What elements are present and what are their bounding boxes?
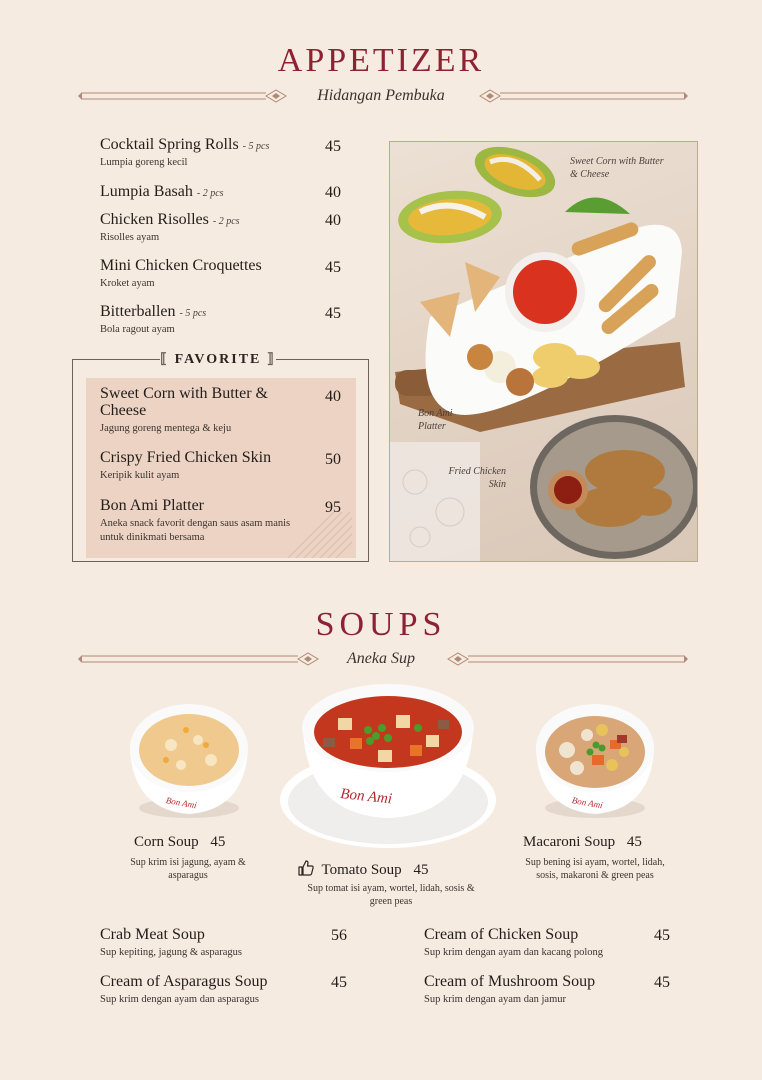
item-name: Cocktail Spring Rolls (100, 136, 239, 153)
soup-title: Corn Soup (134, 834, 199, 850)
soup-price: 45 (626, 834, 642, 850)
macaroni-soup-bowl-image (532, 700, 658, 822)
item-desc: Aneka snack favorit dengan saus asam manis untuk dinikmati bersama (100, 518, 291, 543)
item-name: Crab Meat Soup (100, 926, 205, 943)
soup-title: Tomato Soup (321, 862, 402, 878)
item-name: Sweet Corn with Butter & Cheese (100, 385, 268, 419)
appetizer-subtitle: Hidangan Pembuka (317, 87, 445, 104)
item-price: 56 (331, 927, 347, 944)
item-name: Mini Chicken Croquettes (100, 257, 262, 274)
item-price: 95 (325, 499, 341, 516)
item-price: 40 (325, 388, 341, 405)
menu-item (100, 211, 240, 245)
item-name: Lumpia Basah (100, 183, 193, 200)
favorite-item (100, 497, 300, 544)
menu-item (100, 257, 262, 291)
menu-item (100, 926, 242, 960)
soup-desc: Sup krim isi jagung, ayam & asparagus (130, 857, 246, 881)
item-name: Cream of Mushroom Soup (424, 973, 596, 990)
item-name: Crispy Fried Chicken Skin (100, 449, 272, 466)
item-desc: Kroket ayam (100, 278, 155, 289)
menu-item (424, 973, 595, 1007)
right-ornament (446, 652, 690, 666)
menu-item (100, 136, 269, 170)
photo-caption-platter: Bon Ami Platter (418, 408, 453, 432)
item-desc: Sup krim dengan ayam dan kacang polong (424, 947, 604, 958)
bowl-brand: Bon Ami (339, 786, 393, 808)
item-qty: - 5 pcs (242, 141, 270, 152)
appetizer-photo (389, 141, 698, 562)
item-name: Cream of Chicken Soup (424, 926, 579, 943)
item-qty: - 5 pcs (179, 308, 207, 319)
menu-item (100, 183, 224, 201)
favorite-label-text: FAVORITE (174, 352, 262, 367)
item-desc: Risolles ayam (100, 232, 160, 243)
item-desc: Bola ragout ayam (100, 324, 175, 335)
bowl-brand: Bon Ami (165, 795, 198, 811)
item-price: 45 (325, 305, 341, 322)
thumbs-up-icon (298, 860, 314, 881)
soup-desc: Sup bening isi ayam, wortel, lidah, sosis, makaroni & green peas (525, 857, 665, 881)
soup-name (523, 834, 642, 851)
item-desc: Keripik kulit ayam (100, 470, 180, 481)
appetizer-food-illustration (390, 142, 698, 562)
item-price: 40 (325, 184, 341, 201)
soup-price: 45 (210, 834, 226, 850)
favorite-item (100, 449, 271, 483)
item-desc: Jagung goreng mentega & keju (100, 422, 232, 434)
item-name: Cream of Asparagus Soup (100, 973, 268, 990)
soup-desc: Sup tomat isi ayam, wortel, lidah, sosis & green peas (307, 883, 475, 907)
item-price: 45 (654, 927, 670, 944)
photo-caption-skin: Fried Chicken Skin (448, 466, 506, 490)
menu-item (424, 926, 603, 960)
soups-subtitle: Aneka Sup (347, 650, 415, 667)
item-qty: - 2 pcs (212, 216, 240, 227)
appetizer-title: APPETIZER (277, 42, 485, 79)
item-name: Bitterballen (100, 303, 176, 320)
item-qty: - 2 pcs (196, 188, 224, 199)
bowl-brand: Bon Ami (571, 795, 604, 811)
favorite-label: ⟦ FAVORITE ⟧ (160, 349, 276, 371)
item-desc: Sup krim dengan ayam dan asparagus (100, 994, 259, 1005)
soups-title: SOUPS (315, 606, 447, 643)
menu-item (100, 303, 206, 337)
soup-name (134, 834, 225, 851)
item-price: 45 (331, 974, 347, 991)
item-name: Bon Ami Platter (100, 497, 204, 514)
item-desc: Sup kepiting, jagung & asparagus (100, 947, 243, 958)
favorite-item (100, 386, 300, 435)
soup-price: 45 (413, 862, 429, 878)
photo-caption-corn: Sweet Corn with Butter & Cheese (570, 156, 664, 180)
soup-title: Macaroni Soup (523, 834, 616, 850)
item-name: Chicken Risolles (100, 211, 209, 228)
item-price: 45 (325, 138, 341, 155)
item-price: 45 (325, 259, 341, 276)
item-price: 40 (325, 212, 341, 229)
tomato-soup-bowl-image (278, 680, 498, 852)
menu-item (100, 973, 268, 1007)
item-price: 50 (325, 451, 341, 468)
item-desc: Lumpia goreng kecil (100, 157, 188, 168)
item-desc: Sup krim dengan ayam dan jamur (424, 994, 567, 1005)
corn-soup-bowl-image (126, 700, 252, 822)
right-ornament (478, 89, 690, 103)
soup-name (298, 860, 428, 881)
item-price: 45 (654, 974, 670, 991)
